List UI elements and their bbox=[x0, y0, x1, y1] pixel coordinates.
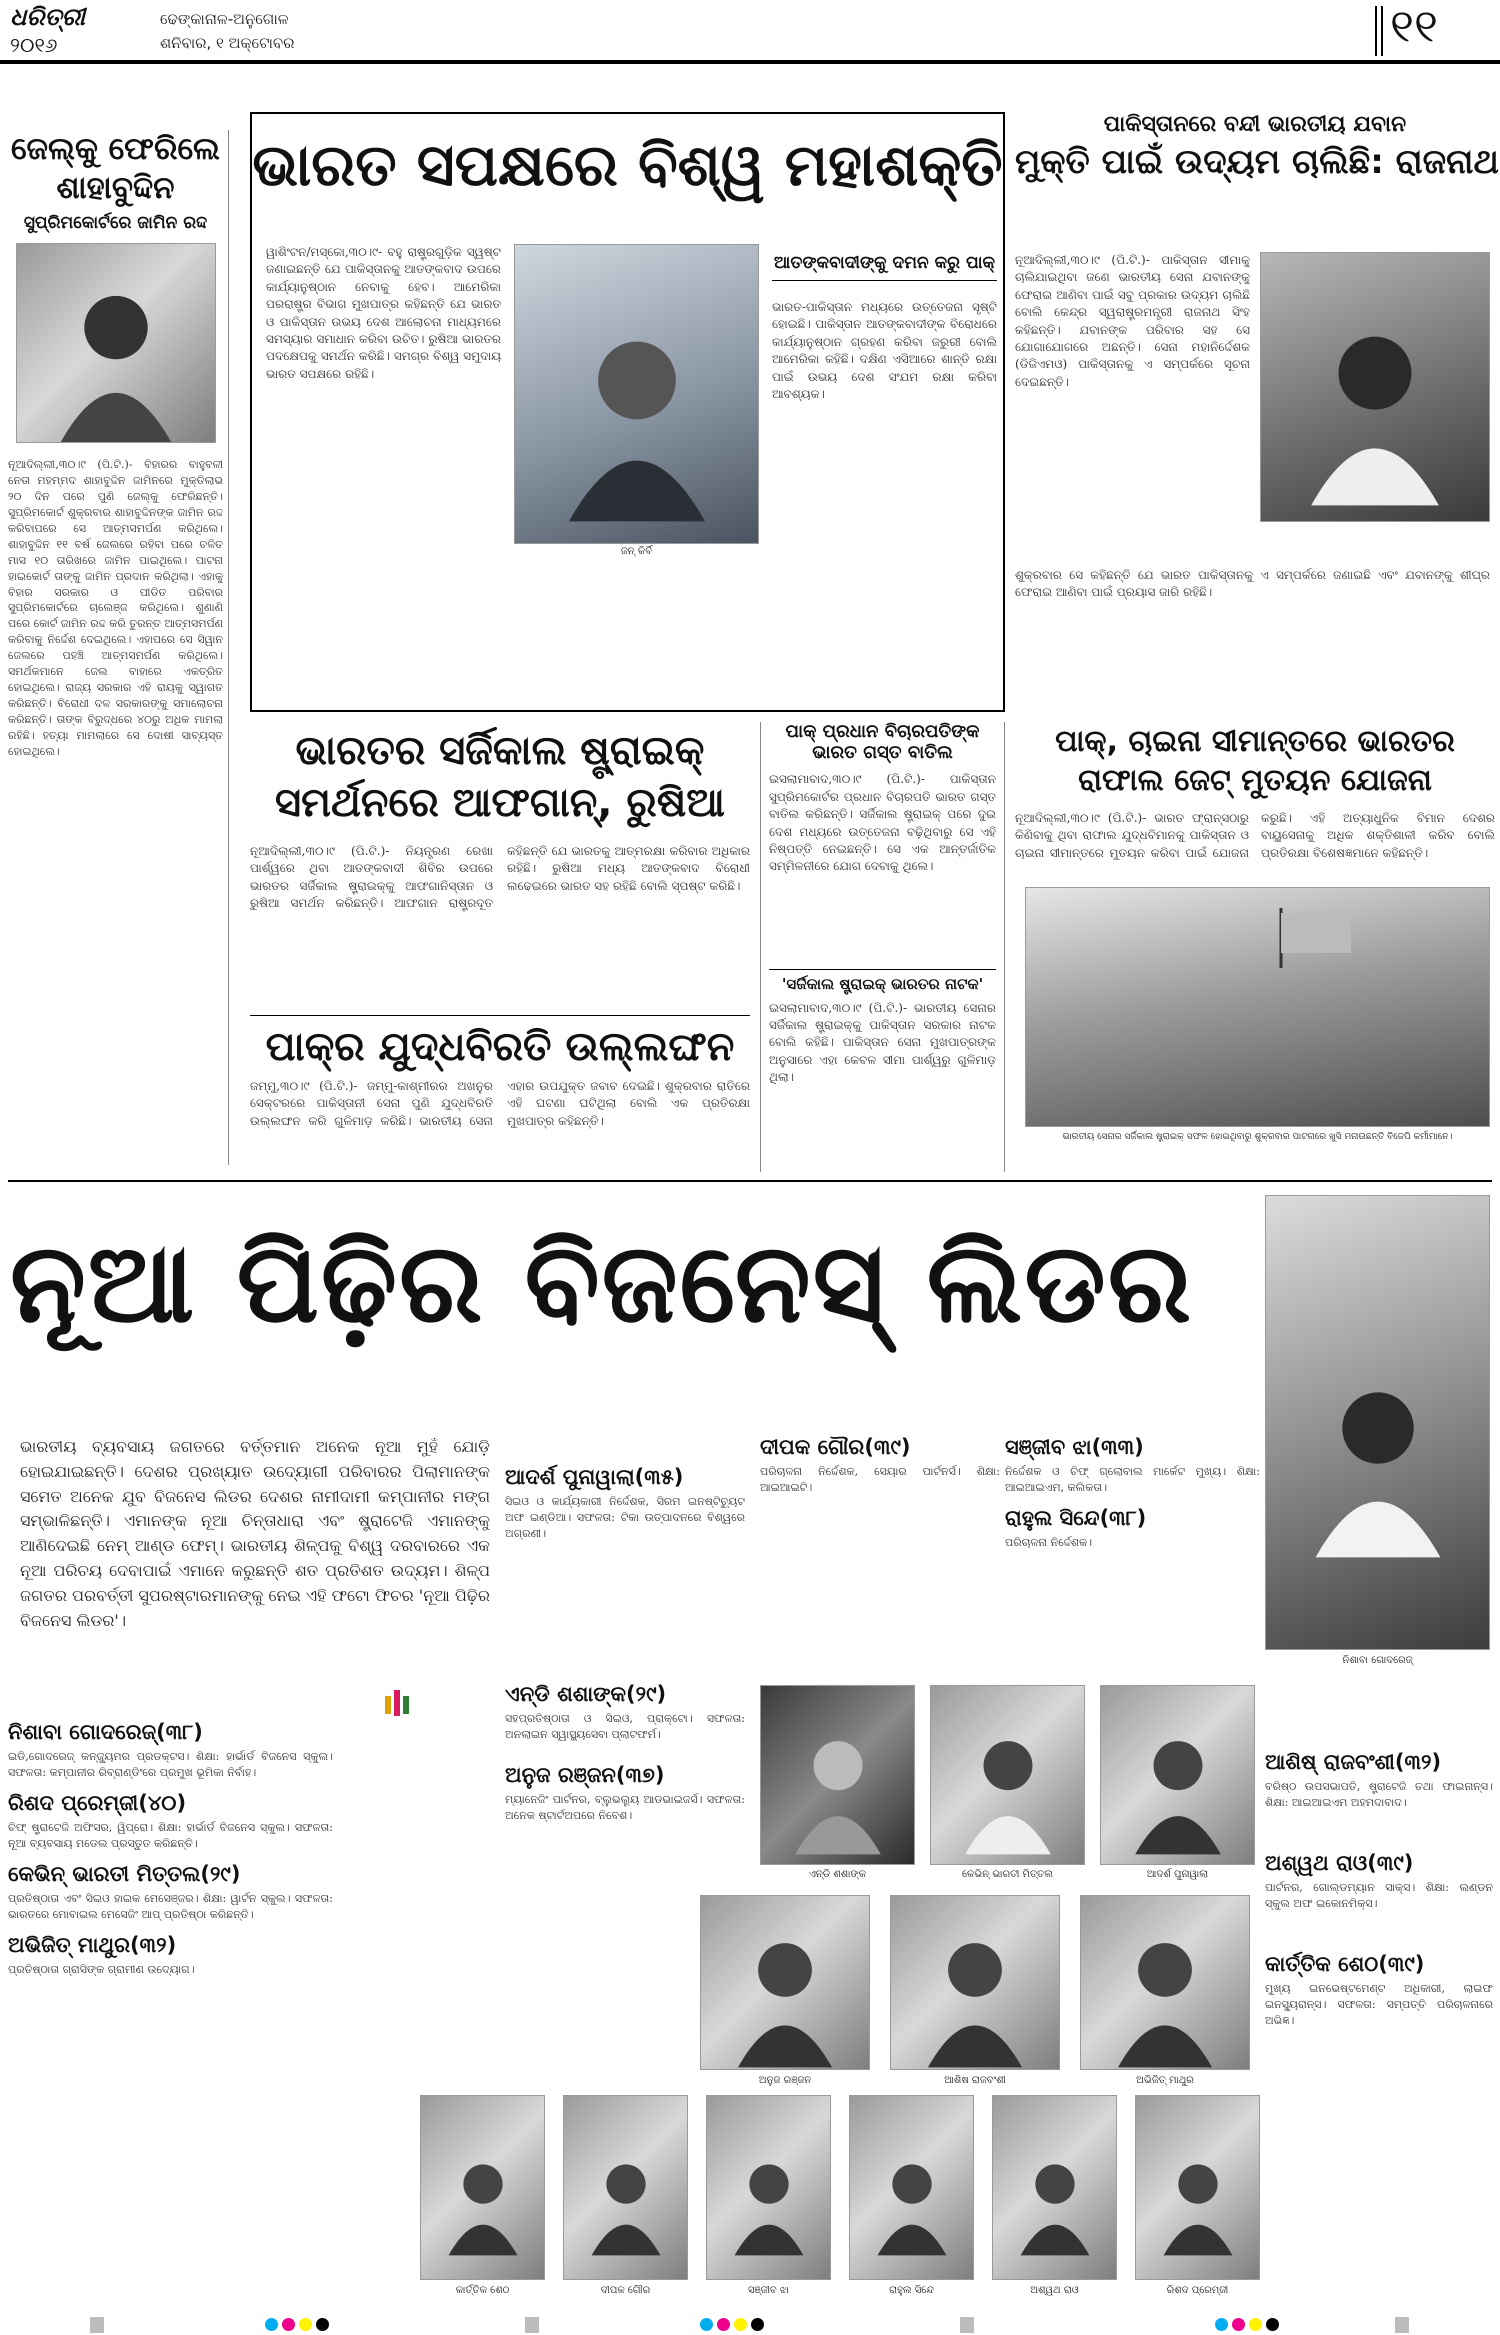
leaders-col-4 bbox=[1005, 1435, 1260, 1675]
story-body: ନୂଆଦିଲ୍ଲୀ,୩୦।୯ (ପି.ଟି.)- ନିୟନ୍ତ୍ରଣ ରେଖା ପାର୍ଶ୍ୱରେ ଥିବା ଆତଙ୍କବାଦୀ ଶିବିର ଉପରେ ଭାରତର ସର୍ଜିକାଲ ଷ୍ଟ୍ରାଇକ୍‌କୁ ଆଫଗାନିସ୍ତାନ ଓ ରୁଷିଆ ସମର୍ଥନ କରିଛନ୍ତି। ଆଫଗାନ ରାଷ୍ଟ୍ରଦୂତ କହିଛନ୍ତି ଯେ ଭାରତକୁ ଆତ୍ମରକ୍ଷା କରିବାର ଅଧିକାର ରହିଛି। ରୁଷିଆ ମଧ୍ୟ ଆତଙ୍କବାଦ ବିରୋଧୀ ଲଢେଇରେ ଭାରତ ସହ ରହିଛି ବୋଲି ସ୍ପଷ୍ଟ କରିଛି। bbox=[250, 844, 750, 911]
leader-bio: ବରିଷ୍ଠ ଉପସଭାପତି, ଷ୍ଟ୍ରାଟେଜି ତଥା ଫାଇନାନ୍ସ। ଶିକ୍ଷା: ଆଇଆଇଏମ ଅହମଦାବାଦ। bbox=[1265, 1780, 1493, 1810]
hero-photo bbox=[1265, 1195, 1490, 1650]
celebration-photo bbox=[1025, 887, 1490, 1127]
leader-bio: ପରିଚାଳନା ନିର୍ଦ୍ଦେଶକ। bbox=[1005, 1536, 1093, 1550]
person-silhouette-icon bbox=[1161, 2133, 1235, 2279]
person-silhouette-icon bbox=[56, 284, 175, 442]
photo-caption: ଜନ୍ କିର୍ବି bbox=[620, 546, 653, 557]
story-rafale bbox=[1015, 722, 1495, 1172]
leader-bio: ପାର୍ଟନର, ଗୋଲ୍ଡମ୍ୟାନ ସାକ୍ସ। ଶିକ୍ଷା: ଲଣ୍ଡନ ସ୍କୁଲ ଅଫ ଇକୋନମିକ୍ସ। bbox=[1265, 1881, 1493, 1911]
leader-name: କେଭିନ୍ ଭାରତୀ ମିତ୍ତଲ(୨୯) bbox=[8, 1862, 241, 1887]
headline: ଭାରତର ସର୍ଜିକାଲ ଷ୍ଟ୍ରାଇକ୍ ସମର୍ଥନରେ ଆଫଗାନ୍, ରୁଷିଆ bbox=[275, 728, 725, 826]
subhead: ଆତଙ୍କବାଦୀଙ୍କୁ ଦମନ କରୁ ପାକ୍ bbox=[772, 254, 997, 281]
column-rule bbox=[228, 130, 229, 1165]
leader-bio: ମ୍ୟାନେଜିଂ ପାର୍ଟନର, ବ୍ଲୁଭଲ୍ୟୁ ଆଡଭାଇଜର୍ସ। ସଫଳତା: ଅନେକ ଷ୍ଟାର୍ଟଅପରେ ନିବେଶ। bbox=[505, 1793, 745, 1823]
leader-photo bbox=[1100, 1685, 1255, 1865]
photo-caption: ଅନୁଜ ରଞ୍ଜନ bbox=[758, 2075, 812, 2086]
leaders-col-2 bbox=[505, 1435, 745, 1885]
leaders-col-3 bbox=[760, 1435, 1000, 1675]
leader-photo bbox=[890, 1895, 1060, 2070]
photo-caption: ରିଶଦ ପ୍ରେମ୍‌ଜୀ bbox=[1166, 2285, 1229, 2296]
photo-caption: କେଭିନ୍ ଭାରତୀ ମିତ୍ତଲ bbox=[962, 1869, 1053, 1880]
shahabuddin-photo bbox=[16, 243, 216, 443]
story-shahabuddin bbox=[8, 130, 223, 1165]
leader-bio: ଚିଫ୍ ଷ୍ଟ୍ରାଟେଜି ଅଫିସର, ୱିପ୍ରୋ। ଶିକ୍ଷା: ହାର୍ଭାର୍ଡ ବିଜନେସ ସ୍କୁଲ। ସଫଳତା: ନୂଆ ବ୍ୟବସାୟ ମଡେଲ ପ୍ରସ୍ତୁତ କରିଛନ୍ତି। bbox=[8, 1821, 333, 1851]
leaders-col-1 bbox=[8, 1720, 333, 2310]
photo-caption: ରାହୁଲ ସିନ୍ଦେ bbox=[889, 2285, 934, 2296]
masthead-divider bbox=[1375, 6, 1377, 56]
leader-name: ରାହୁଲ ସିନ୍ଦେ(୩୮) bbox=[1005, 1506, 1147, 1531]
masthead-rule bbox=[0, 60, 1500, 64]
subhead: 'ସର୍ଜିକାଲ ଷ୍ଟ୍ରାଇକ୍ ଭାରତର ନାଟକ' bbox=[769, 969, 996, 993]
leader-name: ଅଶ୍ୱଥ ରାଓ(୩୯) bbox=[1265, 1851, 1414, 1876]
headline: ପାକ୍, ଚାଇନା ସୀମାନ୍ତରେ ଭାରତର ରାଫାଲ ଜେଟ୍ ମୁତୟନ ଯୋଜନା bbox=[1055, 724, 1455, 798]
story-body: ନୂଆଦିଲ୍ଲୀ,୩୦।୯ (ପି.ଟି.)- ପାକିସ୍ତାନ ସୀମାକୁ ଚାଲିଯାଇଥିବା ଜଣେ ଭାରତୀୟ ସେନା ଯବାନଙ୍କୁ ଫେରାଇ ଆଣିବା ପାଇଁ ସବୁ ପ୍ରକାର ଉଦ୍ୟମ ଚାଲିଛି ବୋଲି କେନ୍ଦ୍ର ସ୍ୱରାଷ୍ଟ୍ରମନ୍ତ୍ରୀ ରାଜନାଥ ସିଂହ କହିଛନ୍ତି। ଯବାନଙ୍କ ପରିବାର ସହ ସେ ଯୋଗାଯୋଗରେ ଅଛନ୍ତି। ସେନା ମହାନିର୍ଦ୍ଦେଶକ (ଡିଜିଏମଓ) ପାକିସ୍ତାନକୁ ଏ ସମ୍ପର୍କରେ ସୂଚନା ଦେଇଛନ୍ତି। bbox=[1015, 253, 1250, 389]
leader-bio: ସହପ୍ରତିଷ୍ଠାତା ଓ ସିଇଓ, ପ୍ରାକ୍ଟୋ। ସଫଳତା: ଅନଲାଇନ ସ୍ୱାସ୍ଥ୍ୟସେବା ପ୍ଲାଟଫର୍ମ। bbox=[505, 1712, 745, 1742]
leader-name: ଏନ୍‌ଡି ଶଶାଙ୍କ(୨୯) bbox=[505, 1682, 667, 1706]
headline: ପାକ୍‌ର ଯୁଦ୍ଧବିରତି ଉଲ୍ଲଙ୍ଘନ bbox=[265, 1024, 735, 1070]
masthead bbox=[0, 0, 1500, 60]
leader-name: ଆଶିଷ୍ ରାଜବଂଶୀ(୩୨) bbox=[1265, 1750, 1442, 1774]
photo-caption: ଅଶ୍ୱଥ ରାଓ bbox=[1030, 2285, 1079, 2296]
subhead: ସୁପ୍ରିମକୋର୍ଟରେ ଜାମିନ ରଦ୍ଦ bbox=[23, 212, 208, 233]
person-silhouette-icon bbox=[735, 1931, 836, 2069]
story-ceasefire bbox=[250, 1015, 750, 1175]
masthead-divider-2 bbox=[1381, 6, 1383, 56]
person-silhouette-icon bbox=[1311, 1287, 1445, 1649]
leader-photo bbox=[1080, 1895, 1250, 2070]
photo-caption: କାର୍ତ୍ତିକ ଶେଠ bbox=[455, 2285, 510, 2296]
person-silhouette-icon bbox=[1115, 1931, 1216, 2069]
story-body: ନୂଆଦିଲ୍ଲୀ,୩୦।୯ (ପି.ଟି.)- ବିହାରର ବାହୁବଳୀ ନେତା ମହମ୍ମଦ ଶାହାବୁଦ୍ଦିନ ଜାମିନରେ ମୁକ୍ତିଲାଭ ୨୦ ଦିନ ପରେ ପୁଣି ଜେଲ୍‌କୁ ଫେରିଛନ୍ତି। ସୁପ୍ରିମକୋର୍ଟ ଶୁକ୍ରବାର ଶାହାବୁଦ୍ଦିନଙ୍କ ଜାମିନ ରଦ୍ଦ କରିବାପରେ ସେ ଆତ୍ମସମର୍ପଣ କରିଥିଲେ। ଶାହାବୁଦ୍ଦିନ ୧୧ ବର୍ଷ ଜେଲରେ ରହିବା ପରେ ଚଳିତ ମାସ ୧୦ ତାରିଖରେ ଜାମିନ ପାଇଥିଲେ। ପାଟନା ହାଇକୋର୍ଟ ତାଙ୍କୁ ଜାମିନ ପ୍ରଦାନ କରିଥିଲା। ଏହାକୁ ବିହାର ସରକାର ଓ ପୀଡିତ ପରିବାର ସୁପ୍ରିମକୋର୍ଟରେ ଚାଲେଞ୍ଜ କରିଥିଲେ। ଶୁଣାଣି ପରେ କୋର୍ଟ ଜାମିନ ରଦ୍ଦ କରି ତୁରନ୍ତ ଆତ୍ମସମର୍ପଣ କରିବାକୁ ନିର୍ଦ୍ଦେଶ ଦେଇଥିଲେ। ଏହାପରେ ସେ ସିୱାନ ଜେଲରେ ପହଞ୍ଚି ଆତ୍ମସମର୍ପଣ କରିଥିଲେ। ସମର୍ଥକମାନେ ଜେଲ ବାହାରେ ଏକତ୍ରିତ ହୋଇଥିଲେ। ରାଜ୍ୟ ସରକାର ଏହି ରାୟକୁ ସ୍ୱାଗତ କରିଛନ୍ତି। ବିରୋଧୀ ଦଳ ସରକାରଙ୍କୁ ସମାଲୋଚନା କରିଛନ୍ତି। ତାଙ୍କ ବିରୁଦ୍ଧରେ ୪୦ରୁ ଅଧିକ ମାମଲା ରହିଛି। ହତ୍ୟା ମାମଲାରେ ସେ ଦୋଷୀ ସାବ୍ୟସ୍ତ ହୋଇଥିଲେ। bbox=[8, 458, 223, 758]
leaders-col-5 bbox=[1265, 1690, 1493, 2310]
person-silhouette-icon bbox=[875, 2133, 949, 2279]
leader-bio: ପ୍ରତିଷ୍ଠାତା ଗ୍ରାସିଙ୍କ ଗ୍ରାମୀଣ ଉଦ୍ୟୋଗ। bbox=[8, 1963, 195, 1977]
rajnath-photo bbox=[1260, 252, 1490, 522]
person-silhouette-icon bbox=[732, 2133, 806, 2279]
person-silhouette-icon bbox=[1307, 307, 1444, 521]
person-silhouette-icon bbox=[564, 305, 710, 543]
story-body: ନୂଆଦିଲ୍ଲୀ,୩୦।୯ (ପି.ଟି.)- ଭାରତ ଫ୍ରାନ୍ସଠାରୁ କିଣିବାକୁ ଥିବା ରାଫାଲ ଯୁଦ୍ଧବିମାନକୁ ପାକିସ୍ତାନ ଓ ଚାଇନା ସୀମାନ୍ତରେ ମୁତୟନ କରିବା ପାଇଁ ଯୋଜନା କରୁଛି। ଏହି ଅତ୍ୟାଧୁନିକ ବିମାନ ଦେଶର ବାୟୁସେନାକୁ ଅଧିକ ଶକ୍ତିଶାଳୀ କରିବ ବୋଲି ପ୍ରତିରକ୍ଷା ବିଶେଷଜ୍ଞମାନେ କହିଛନ୍ତି। bbox=[1015, 811, 1495, 860]
kirby-photo bbox=[514, 244, 759, 544]
hero-caption: ନିଶାବା ଗୋଦରେଜ୍ bbox=[1342, 1655, 1413, 1666]
story-superpower bbox=[250, 112, 1005, 712]
leader-name: ଅନୁଜ ରଞ୍ଜନ(୩୭) bbox=[505, 1763, 665, 1788]
photo-caption: ଆଦର୍ଶ ପୁନାୱାଲା bbox=[1146, 1869, 1209, 1880]
story-pakjudge bbox=[760, 722, 1005, 1172]
person-silhouette-icon bbox=[925, 1931, 1026, 2069]
photo-caption: ସଞ୍ଜୀବ ଝା bbox=[748, 2285, 789, 2296]
story-rajnath bbox=[1015, 112, 1499, 712]
person-silhouette-icon bbox=[589, 2133, 663, 2279]
photo-caption: ଆଶିଷ ରାଜବଂଶୀ bbox=[944, 2075, 1006, 2086]
story-body-left: ୱାଶିଂଟନ/ମସ୍କୋ,୩୦।୯- ବହୁ ରାଷ୍ଟ୍ରଗୁଡ଼ିକ ସ୍ୱଷ୍ଟ ଜଣାଇଛନ୍ତି ଯେ ପାକିସ୍ତାନକୁ ଆତଙ୍କବାଦ ଉପରେ କାର୍ଯ୍ୟାନୁଷ୍ଠାନ ନେବାକୁ ହେବ। ଆମେରିକା ପରରାଷ୍ଟ୍ର ବିଭାଗ ମୁଖପାତ୍ର କହିଛନ୍ତି ଯେ ଭାରତ ଓ ପାକିସ୍ତାନ ଉଭୟ ଦେଶ ଆଲୋଚନା ମାଧ୍ୟମରେ ସମସ୍ୟାର ସମାଧାନ କରିବା ଉଚିତ। ରୁଷିଆ ଭାରତର ପଦକ୍ଷେପକୁ ସମର୍ଥନ କରିଛି। ସମଗ୍ର ବିଶ୍ୱ ସମୁଦାୟ ଭାରତ ସପକ୍ଷରେ ରହିଛି। bbox=[266, 245, 501, 381]
leader-photo bbox=[1135, 2095, 1260, 2280]
leader-name: ଦୀପକ ଗୌର(୩୯) bbox=[760, 1435, 911, 1459]
leader-photo bbox=[760, 1685, 915, 1865]
leader-name: ଅଭିଜିତ୍ ମାଥୁର(୩୨) bbox=[8, 1933, 177, 1958]
leader-photo bbox=[700, 1895, 870, 2070]
person-silhouette-icon bbox=[792, 1722, 884, 1864]
leader-name: ଆଦର୍ଶ ପୁନାୱାଲା(୩୫) bbox=[505, 1465, 684, 1489]
photo-caption: ଏନ୍‌ଡି ଶଶାଙ୍କ bbox=[808, 1869, 867, 1880]
leader-name: ନିଶାବା ଗୋଦରେଜ୍(୩୮) bbox=[8, 1720, 203, 1744]
headline: ମୁକ୍ତି ପାଇଁ ଉଦ୍ୟମ ଚାଲିଛି: ରାଜନାଥ bbox=[1015, 142, 1499, 183]
leader-bio: ଇଡି,ଗୋଦରେଜ୍ କନ୍‌ଜ୍ୟୁମର ପ୍ରଡକ୍ଟସ। ଶିକ୍ଷା: ହାର୍ଭାର୍ଡ ବିଜନେସ ସ୍କୁଲ। ସଫଳତା: କମ୍ପାନୀର ରିବ୍ରାଣ୍ଡିଂରେ ପ୍ରମୁଖ ଭୂମିକା ନିର୍ବାହ। bbox=[8, 1750, 333, 1780]
year: ୨୦୧୬ bbox=[10, 33, 58, 57]
flag-icon bbox=[1276, 908, 1356, 968]
leader-photo bbox=[930, 1685, 1085, 1865]
photo-caption: ଅଭିଜିତ୍ ମାଥୁର bbox=[1136, 2075, 1194, 2086]
story-body: ଜମ୍ମୁ,୩୦।୯ (ପି.ଟି.)- ଜମ୍ମୁ-କାଶ୍ମୀରର ଅଖନୁର ସେକ୍ଟରରେ ପାକିସ୍ତାନୀ ସେନା ପୁଣି ଯୁଦ୍ଧବିରତି ଉଲ୍ଲଙ୍ଘନ କରି ଗୁଳିମାଡ଼ କରିଛି। ଭାରତୀୟ ସେନା ଏହାର ଉପଯୁକ୍ତ ଜବାବ ଦେଇଛି। ଶୁକ୍ରବାର ରାତିରେ ଏହି ଘଟଣା ଘଟିଥିଲା ବୋଲି ଏକ ପ୍ରତିରକ୍ଷା ମୁଖପାତ୍ର କହିଛନ୍ତି। bbox=[250, 1079, 750, 1128]
headline: ଜେଲ୍‌କୁ ଫେରିଲେ ଶାହାବୁଦ୍ଦିନ bbox=[11, 131, 220, 206]
headline: ପାକ୍ ପ୍ରଧାନ ବିଚାରପତିଙ୍କ ଭାରତ ଗସ୍ତ ବାତିଲ bbox=[785, 721, 980, 763]
leader-photo bbox=[849, 2095, 974, 2280]
leader-photo bbox=[992, 2095, 1117, 2280]
kicker: ପାକିସ୍ତାନରେ ବନ୍ଦୀ ଭାରତୀୟ ଯବାନ bbox=[1103, 112, 1407, 137]
photo-caption: ଭାରତୀୟ ସେନାର ସର୍ଜିକାଲ ଷ୍ଟ୍ରାଇକ୍ ସଫଳ ହୋଇଥିବାରୁ ଶୁକ୍ରବାର ପାଟନାରେ ଖୁସି ମନାଉଛନ୍ତି ବିଜେପି କର୍ମୀମାନେ। bbox=[1062, 1132, 1453, 1142]
leader-name: କାର୍ତ୍ତିକ ଶେଠ(୩୯) bbox=[1265, 1952, 1425, 1977]
leader-bio: ପ୍ରତିଷ୍ଠାତା ଏବଂ ସିଇଓ ହାଇକ ମେସେଞ୍ଜର। ଶିକ୍ଷା: ୱାର୍ଟନ ସ୍କୁଲ। ସଫଳତା: ଭାରତରେ ମୋବାଇଲ ମେସେଜିଂ ଆପ୍ ପ୍ରତିଷ୍ଠା କରିଛନ୍ତି। bbox=[8, 1892, 333, 1922]
leader-bio: ମୁଖ୍ୟ ଇନଭେଷ୍ଟମେଣ୍ଟ ଅଧିକାରୀ, ଲାଇଫ ଇନସ୍ୟୁରାନ୍ସ। ସଫଳତା: ସମ୍ପତ୍ତି ପରିଚାଳନାରେ ଅଭିଜ୍ଞ। bbox=[1265, 1982, 1493, 2028]
divider-ornament bbox=[385, 1690, 415, 1718]
person-silhouette-icon bbox=[962, 1722, 1054, 1864]
leader-photo bbox=[420, 2095, 545, 2280]
print-marks bbox=[0, 2315, 1500, 2335]
story-body-2: ଇସଲାମାବାଦ,୩୦।୯ (ପି.ଟି.)- ଭାରତୀୟ ସେନାର ସର୍ଜିକାଲ ଷ୍ଟ୍ରାଇକ୍‌କୁ ପାକିସ୍ତାନ ସରକାର ନାଟକ ବୋଲି କହିଛି। ପାକିସ୍ତାନ ସେନା ମୁଖପାତ୍ରଙ୍କ ଅନୁସାରେ ଏହା କେବଳ ସୀମା ପାର୍ଶ୍ୱରୁ ଗୁଳିମାଡ଼ ଥିଲା। bbox=[769, 1000, 996, 1085]
story-body-2: ଶୁକ୍ରବାର ସେ କହିଛନ୍ତି ଯେ ଭାରତ ପାକିସ୍ତାନକୁ ଏ ସମ୍ପର୍କରେ ଜଣାଇଛି ଏବଂ ଯବାନଙ୍କୁ ଶୀଘ୍ର ଫେରାଇ ଆଣିବା ପାଇଁ ପ୍ରୟାସ ଜାରି ରହିଛି। bbox=[1015, 568, 1490, 600]
photo-grid-row-2 bbox=[700, 1895, 1260, 2095]
story-body-right: ଭାରତ-ପାକିସ୍ତାନ ମଧ୍ୟରେ ଉତ୍ତେଜନା ସୃଷ୍ଟି ହୋଇଛି। ପାକିସ୍ତାନ ଆତଙ୍କବାଦୀଙ୍କ ବିରୋଧରେ କାର୍ଯ୍ୟାନୁଷ୍ଠାନ ଗ୍ରହଣ କରିବା ଜରୁରୀ ବୋଲି ଆମେରିକା କହିଛି। ଦକ୍ଷିଣ ଏସିଆରେ ଶାନ୍ତି ରକ୍ଷା ପାଇଁ ଉଭୟ ଦେଶ ସଂଯମ ରକ୍ଷା କରିବା ଆବଶ୍ୟକ। bbox=[772, 300, 997, 401]
leader-bio: ନିର୍ଦ୍ଦେଶକ ଓ ଚିଫ୍ ଗ୍ଲୋବାଲ ମାର୍କେଟ ମୁଖ୍ୟ। ଶିକ୍ଷା: ଆଇଆଇଏମ, କଲିକତା। bbox=[1005, 1465, 1260, 1495]
person-silhouette-icon bbox=[446, 2133, 520, 2279]
feature-headline: ନୂଆ ପିଢ଼ିର ବିଜନେସ୍ ଲିଡର bbox=[10, 1219, 1194, 1347]
leader-photo bbox=[563, 2095, 688, 2280]
leader-bio: ସିଇଓ ଓ କାର୍ଯ୍ୟକାରୀ ନିର୍ଦ୍ଦେଶକ, ସିରମ ଇନଷ୍ଟିଚ୍ୟୁଟ ଅଫ ଇଣ୍ଡିଆ। ସଫଳତା: ଟିକା ଉତ୍ପାଦନରେ ବିଶ୍ୱରେ ଅଗ୍ରଣୀ। bbox=[505, 1495, 745, 1541]
story-body: ଇସଲାମାବାଦ,୩୦।୯ (ପି.ଟି.)- ପାକିସ୍ତାନ ସୁପ୍ରିମକୋର୍ଟର ପ୍ରଧାନ ବିଚାରପତି ଭାରତ ଗସ୍ତ ବାତିଲ କରିଛନ୍ତି। ସର୍ଜିକାଲ ଷ୍ଟ୍ରାଇକ୍ ପରେ ଦୁଇ ଦେଶ ମଧ୍ୟରେ ଉତ୍ତେଜନା ବଢ଼ିଥିବାରୁ ସେ ଏହି ନିଷ୍ପତ୍ତି ନେଇଛନ୍ତି। ସେ ଏକ ଆନ୍ତର୍ଜାତିକ ସମ୍ମିଳନୀରେ ଯୋଗ ଦେବାକୁ ଥିଲେ। bbox=[769, 772, 996, 874]
logo: ଧରିତ୍ରୀ bbox=[10, 3, 85, 31]
leader-name: ରିଶଦ ପ୍ରେମ୍‌ଜୀ(୪୦) bbox=[8, 1791, 187, 1816]
person-silhouette-icon bbox=[1132, 1722, 1224, 1864]
bottom-photo-strip bbox=[420, 2095, 1260, 2310]
page-number: ୧୧ bbox=[1390, 0, 1438, 53]
leader-photo bbox=[706, 2095, 831, 2280]
edition: ଢେଙ୍କାନାଳ-ଅନୁଗୋଳ bbox=[160, 10, 289, 28]
headline: ଭାରତ ସପକ୍ଷରେ ବିଶ୍ୱ ମହାଶକ୍ତି bbox=[252, 131, 1003, 199]
date: ଶନିବାର, ୧ ଅକ୍ଟୋବର bbox=[160, 34, 295, 52]
leader-bio: ପରିଚାଳନା ନିର୍ଦ୍ଦେଶକ, ସେୟାର ପାର୍ଟନର୍ସ। ଶିକ୍ଷା: ଆଇଆଇଟି। bbox=[760, 1465, 1000, 1495]
photo-caption: ଦୀପକ ଗୌର bbox=[600, 2285, 651, 2296]
photo-grid-row-1 bbox=[760, 1685, 1260, 1890]
leader-name: ସଞ୍ଜୀବ ଝା(୩୩) bbox=[1005, 1435, 1144, 1459]
feature-intro: ଭାରତୀୟ ବ୍ୟବସାୟ ଜଗତରେ ବର୍ତ୍ତମାନ ଅନେକ ନୂଆ ମୁହଁ ଯୋଡ଼ି ହୋଇଯାଇଛନ୍ତି। ଦେଶର ପ୍ରଖ୍ୟାତ ଉଦ୍ୟୋଗୀ ପରିବାରର ପିଲାମାନଙ୍କ ସମେତ ଅନେକ ଯୁବ ବିଜନେସ ଲିଡର ଦେଶର ନାମୀଦାମୀ କମ୍ପାନୀର ମଙ୍ଗ ସମ୍ଭାଳିଛନ୍ତି। ଏମାନଙ୍କ ନୂଆ ଚିନ୍ତାଧାରା ଏବଂ ଷ୍ଟ୍ରାଟେଜି ଏମାନଙ୍କୁ ଆଣିଦେଇଛି ନେମ୍ ଆଣ୍ଡ ଫେମ୍। ଭାରତୀୟ ଶିଳ୍ପକୁ ବିଶ୍ୱ ଦରବାରରେ ଏକ ନୂଆ ପରିଚୟ ଦେବାପାଇଁ ଏମାନେ କରୁଛନ୍ତି ଶତ ପ୍ରତିଶତ ଉଦ୍ୟମ। ଶିଳ୍ପ ଜଗତର ପରବର୍ତ୍ତୀ ସୁପରଷ୍ଟାରମାନଙ୍କୁ ନେଇ ଏହି ଫଟୋ ଫିଚର 'ନୂଆ ପିଢ଼ିର ବିଜନେସ ଲିଡର'। bbox=[20, 1437, 490, 1630]
person-silhouette-icon bbox=[1018, 2133, 1092, 2279]
section-rule bbox=[8, 1180, 1492, 1182]
